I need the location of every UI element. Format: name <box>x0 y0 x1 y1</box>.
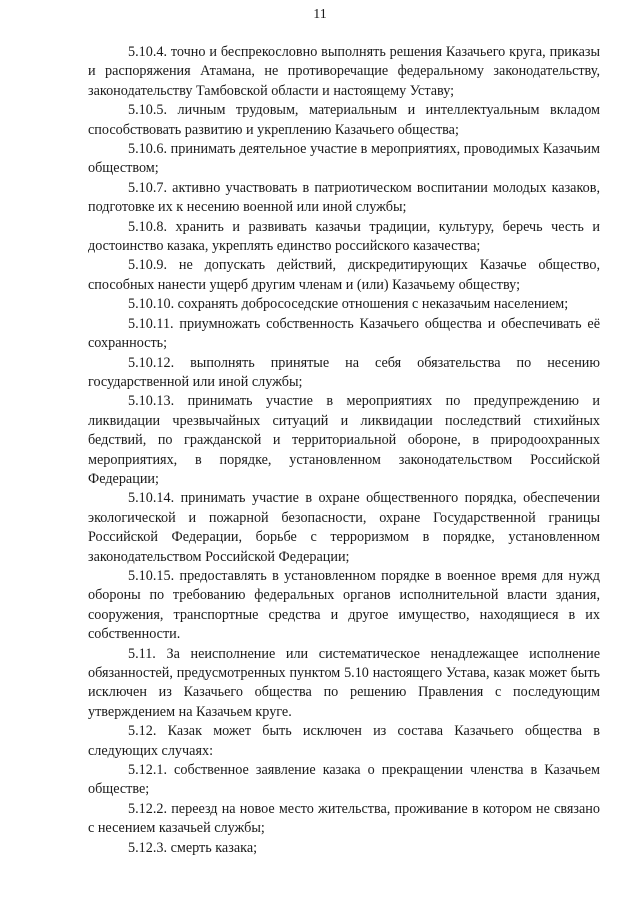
clause-5-10-7: 5.10.7. активно участвовать в патриотическом воспитании молодых казаков, подготовке их к несению военной или иной службы; <box>88 179 600 216</box>
clause-5-10-13: 5.10.13. принимать участие в мероприятиях по предупреждению и ликвидации чрезвычайных ситуаций и ликвидации последствий стихийных бедствий, по гражданской и территориальной обороне, в природоохранных мероприятиях, в порядке, установленном законодательством Российской Федерации; <box>88 393 600 487</box>
clause-5-10-4: 5.10.4. точно и беспрекословно выполнять решения Казачьего круга, приказы и распоряжения Атамана, не противоречащие федеральному законодательству, законодательству Тамбовской области и настоящему Уставу; <box>88 44 600 99</box>
clause-5-10-6: 5.10.6. принимать деятельное участие в мероприятиях, проводимых Казачьим обществом; <box>88 141 600 177</box>
clause-5-12-2: 5.12.2. переезд на новое место жительства, проживание в котором не связано с несением казачьей службы; <box>88 800 600 837</box>
clause-5-11: 5.11. За неисполнение или систематическое ненадлежащее исполнение обязанностей, предусмотренных пунктом 5.10 настоящего Устава, казак может быть исключен из Казачьего общества по решению Правления с последующим утверждением на Казачьем круге. <box>88 645 600 720</box>
page-number: 11 <box>313 7 327 22</box>
clause-5-10-12: 5.10.12. выполнять принятые на себя обязательства по несению государственной или иной службы; <box>88 354 600 390</box>
clause-5-10-5: 5.10.5. личным трудовым, материальным и интеллектуальным вкладом способствовать развитию и укреплению Казачьего общества; <box>88 102 600 138</box>
clause-5-10-10: 5.10.10. сохранять добрососедские отношения с неказачьим населением; <box>128 296 569 313</box>
clause-5-10-14: 5.10.14. принимать участие в охране общественного порядка, обеспечении экологической и пожарной безопасности, охране Государственной границы Российской Федерации, борьбе с терроризмом в порядке, установленном законодательством Российской Федерации; <box>88 490 600 565</box>
document-body <box>88 43 600 858</box>
clause-5-10-9: 5.10.9. не допускать действий, дискредитирующих Казачье общество, способных нанести ущерб другим членам и (или) Казачьему обществу; <box>88 257 600 293</box>
clause-5-10-11: 5.10.11. приумножать собственность Казачьего общества и обеспечивать её сохранность; <box>88 315 600 352</box>
clause-5-12-3: 5.12.3. смерть казака; <box>128 839 258 856</box>
clause-5-10-15: 5.10.15. предоставлять в установленном порядке в военное время для нужд обороны по требованию федеральных органов исполнительной власти здания, сооружения, транспортные средства и другое имущество, находящиеся в их собственности. <box>88 567 600 643</box>
clause-5-12: 5.12. Казак может быть исключен из состава Казачьего общества в следующих случаях: <box>88 723 600 759</box>
clause-5-10-8: 5.10.8. хранить и развивать казачьи традиции, культуру, беречь честь и достоинство казака, укреплять единство российского казачества; <box>88 218 600 255</box>
clause-5-12-1: 5.12.1. собственное заявление казака о прекращении членства в Казачьем обществе; <box>88 762 600 798</box>
